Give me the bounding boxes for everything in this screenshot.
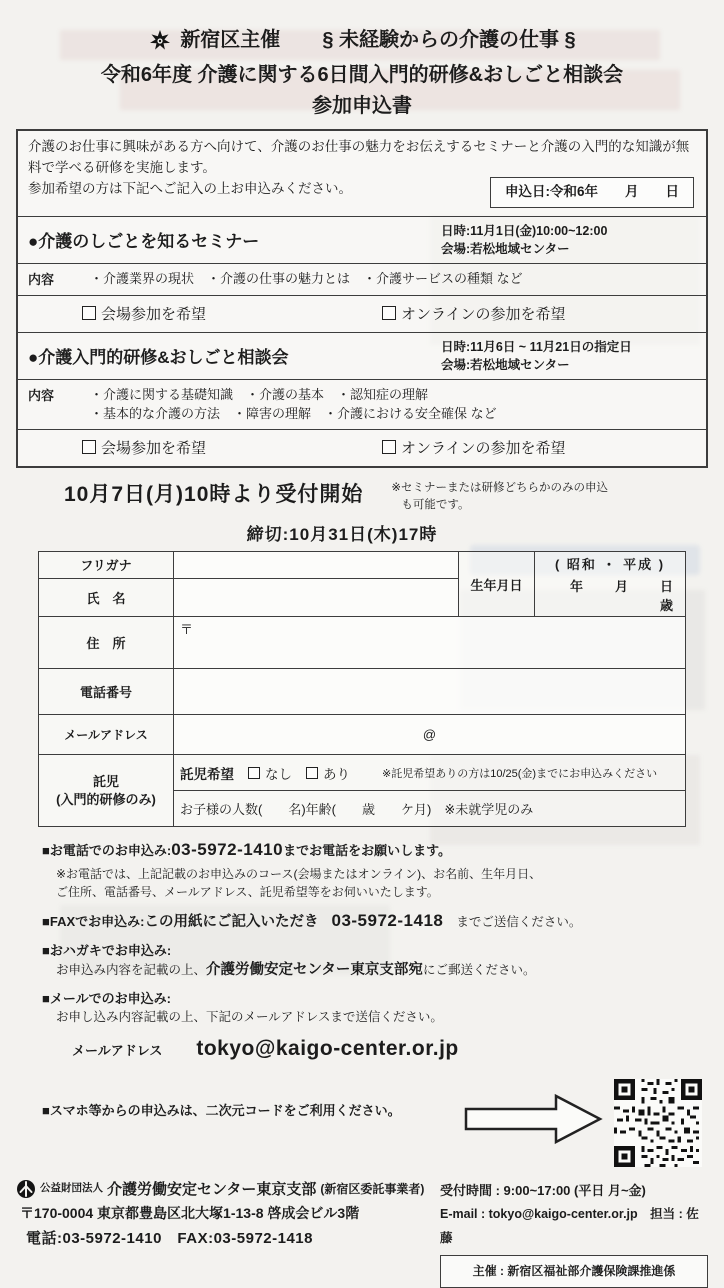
furigana-input[interactable] [174, 552, 459, 578]
phone-method-note: ※お電話では、上記記載のお申込みのコース(会場またはオンライン)、お名前、生年月日、 ご住所、電話番号、メールアドレス、託児希望等をお伺いいたします。 [56, 866, 542, 899]
training-online-checkbox[interactable] [382, 437, 566, 458]
header-line-1 [16, 26, 708, 55]
training-section-header [18, 333, 706, 379]
checkbox-icon[interactable] [306, 767, 318, 779]
reception-note-line-2: も可能です。 [401, 499, 470, 512]
email-label: メールアドレス [39, 715, 174, 755]
address-label: 住 所 [39, 617, 174, 669]
training-venue: 会場:若松地域センター [441, 357, 570, 372]
birthdate-label: 生年月日 [459, 552, 535, 617]
qr-code-row [42, 1079, 708, 1167]
mail-address-row [72, 1033, 708, 1065]
reception-start-text: 10月7日(月)10時より受付開始 [64, 482, 364, 506]
seminar-checkbox-row [18, 295, 706, 332]
deadline-text: 締切:10月31日(木)17時 [246, 525, 438, 545]
intro-block [18, 131, 706, 216]
footer-email-line: E-mail : tokyo@kaigo-center.or.jp 担当 : 佐藤 [440, 1207, 699, 1245]
childcare-none-checkbox[interactable] [248, 763, 292, 783]
footer-org-line [16, 1177, 440, 1203]
kaigo-center-logo-icon [16, 1179, 36, 1199]
furigana-label: フリガナ [39, 552, 174, 578]
postcard-method-body: お申込み内容を記載の上、介護労働安定センター東京支部宛にご郵送ください。 [56, 962, 536, 979]
birthdate-era-options[interactable]: ( 昭和 ・ 平成 ) [554, 557, 666, 573]
footer-right [440, 1177, 708, 1288]
phone-label: 電話番号 [39, 669, 174, 715]
table-row-childcare-1 [39, 755, 686, 791]
phone-method-line [42, 837, 708, 863]
event-title: 令和6年度 介護に関する6日間入門的研修&おしごと相談会 [100, 64, 624, 86]
phone-input[interactable] [174, 669, 686, 715]
childcare-label: 託児 (入門的研修のみ) [39, 755, 174, 827]
phone-method-suffix: までお電話をお願いします。 [283, 843, 452, 859]
seminar-online-checkbox-label: オンラインの参加を希望 [401, 305, 566, 323]
training-venue-checkbox[interactable] [82, 437, 382, 458]
training-content-line-1: ・介護に関する基礎知識 ・介護の基本 ・認知症の理解 [90, 386, 429, 402]
postal-mark: 〒 [180, 622, 194, 638]
fax-method-line [42, 908, 708, 934]
childcare-wish-label: 託児希望 [180, 766, 234, 782]
org-note: (新宿区委託事業者) [320, 1182, 425, 1197]
birthdate-units: 年 月 日 歳 [569, 579, 706, 614]
right-arrow-icon [464, 1093, 604, 1151]
training-venue-checkbox-label: 会場参加を希望 [101, 439, 207, 457]
intro-line-1: 介護のお仕事に興味がある方へ向けて、介護のお仕事の魅力をお伝えするセミナーと介護の入門的な知識が無料で学べる研修を実施します。 [28, 139, 690, 175]
training-content-text [90, 385, 497, 424]
footer-left [16, 1177, 440, 1252]
checkbox-icon[interactable] [248, 767, 260, 779]
phone-method-number: 03-5972-1410 [171, 840, 284, 860]
email-at-mark: @ [422, 727, 437, 743]
training-content-line-2: ・基本的な介護の方法 ・障害の理解 ・介護における安全確保 など [90, 406, 497, 422]
childcare-yes-label: あり [323, 766, 350, 782]
checkbox-icon[interactable] [382, 440, 396, 454]
childcare-yes-checkbox[interactable] [306, 763, 350, 783]
page-header [16, 26, 708, 121]
seminar-venue: 会場:若松地域センター [441, 241, 570, 256]
footer [16, 1177, 708, 1288]
fax-method-label: ■FAXでお申込み: [42, 913, 145, 929]
table-row-furigana [39, 552, 686, 578]
mail-address-value: tokyo@kaigo-center.or.jp [196, 1037, 459, 1061]
checkbox-icon[interactable] [82, 306, 96, 320]
seminar-title: ●介護のしごとを知るセミナー [28, 232, 260, 252]
email-input[interactable] [174, 715, 686, 755]
content-label: 内容 [28, 272, 55, 288]
shinjuku-ward-emblem-icon [148, 29, 172, 53]
form-title: 参加申込書 [312, 95, 412, 117]
seminar-section-header [18, 217, 706, 263]
childcare-none-label: なし [265, 766, 292, 782]
seminar-content-text: ・介護業界の現状 ・介護の仕事の魅力とは ・介護サービスの種類 など [90, 271, 523, 287]
org-prefix: 公益財団法人 [40, 1182, 103, 1195]
postcard-recipient: 介護労働安定センター東京支部宛 [206, 962, 423, 979]
application-date-field[interactable]: 申込日:令和6年 月 日 [490, 177, 694, 208]
postcard-method-title: ■おハガキでお申込み: [42, 942, 172, 958]
address-input[interactable] [174, 617, 686, 669]
training-checkbox-row [18, 429, 706, 466]
applicant-form-table [38, 551, 706, 827]
training-schedule [441, 338, 696, 374]
fax-method-number: 03-5972-1418 [331, 910, 444, 930]
seminar-online-checkbox[interactable] [382, 303, 566, 324]
children-info-input[interactable]: お子様の人数( 名)年齢( 歳 ケ月) ※未就学児のみ [174, 791, 686, 827]
reception-block [64, 478, 708, 515]
name-label: 氏 名 [39, 578, 174, 617]
seminar-venue-checkbox[interactable] [82, 303, 382, 324]
seminar-venue-checkbox-label: 会場参加を希望 [101, 305, 207, 323]
training-online-checkbox-label: オンラインの参加を希望 [401, 439, 566, 457]
event-info-box [16, 129, 708, 468]
content-label: 内容 [28, 387, 55, 403]
training-datetime: 日時:11月6日 ~ 11月21日の指定日 [441, 339, 632, 354]
training-content-row [18, 379, 706, 429]
org-tel-fax: 電話:03-5972-1410 FAX:03-5972-1418 [26, 1229, 313, 1247]
table-row-address [39, 617, 686, 669]
mail-method-body: お申し込み内容記載の上、下記のメールアドレスまで送信ください。 [56, 1010, 443, 1025]
name-input[interactable] [174, 578, 459, 617]
table-row-email [39, 715, 686, 755]
birthdate-input[interactable] [535, 552, 706, 617]
fax-method-body: この用紙にご記入いただき [144, 913, 319, 930]
organizer-text: 新宿区主催 [180, 29, 281, 51]
reception-hours: 受付時間 : 9:00~17:00 (平日 月~金) [440, 1182, 646, 1198]
seminar-datetime: 日時:11月1日(金)10:00~12:00 [441, 223, 608, 238]
fax-method-suffix: までご送信ください。 [456, 914, 582, 929]
intro-line-2: 参加希望の方は下記へご記入の上お申込みください。 [28, 180, 352, 196]
phone-method-label: ■お電話でのお申込み: [42, 843, 172, 859]
seminar-content-row [18, 263, 706, 295]
org-name: 介護労働安定センター東京支部 [107, 1180, 317, 1198]
mail-address-label: メールアドレス [72, 1043, 163, 1059]
sponsor-box: 主催 : 新宿区福祉部介護保険課推進係 [440, 1255, 708, 1288]
checkbox-icon[interactable] [382, 306, 396, 320]
checkbox-icon[interactable] [82, 440, 96, 454]
application-methods [42, 837, 708, 1166]
table-row-phone [39, 669, 686, 715]
series-title: § 未経験からの介護の仕事 § [322, 29, 576, 51]
childcare-deadline-note: ※託児希望ありの方は10/25(金)までにお申込みください [382, 767, 658, 780]
reception-note-line-1: ※セミナーまたは研修どちらかのみの申込 [391, 481, 609, 494]
smartphone-method-text: ■スマホ等からの申込みは、二次元コードをご利用ください。 [42, 1102, 401, 1118]
qr-code [614, 1079, 702, 1167]
seminar-schedule [441, 222, 696, 258]
training-title: ●介護入門的研修&おしごと相談会 [28, 348, 289, 368]
org-address: 〒170-0004 東京都豊島区北大塚1-13-8 啓成会ビル3階 [20, 1205, 360, 1222]
reception-note [391, 478, 631, 515]
childcare-wish-cell [174, 755, 686, 791]
mail-method-title: ■メールでのお申込み: [42, 990, 171, 1006]
